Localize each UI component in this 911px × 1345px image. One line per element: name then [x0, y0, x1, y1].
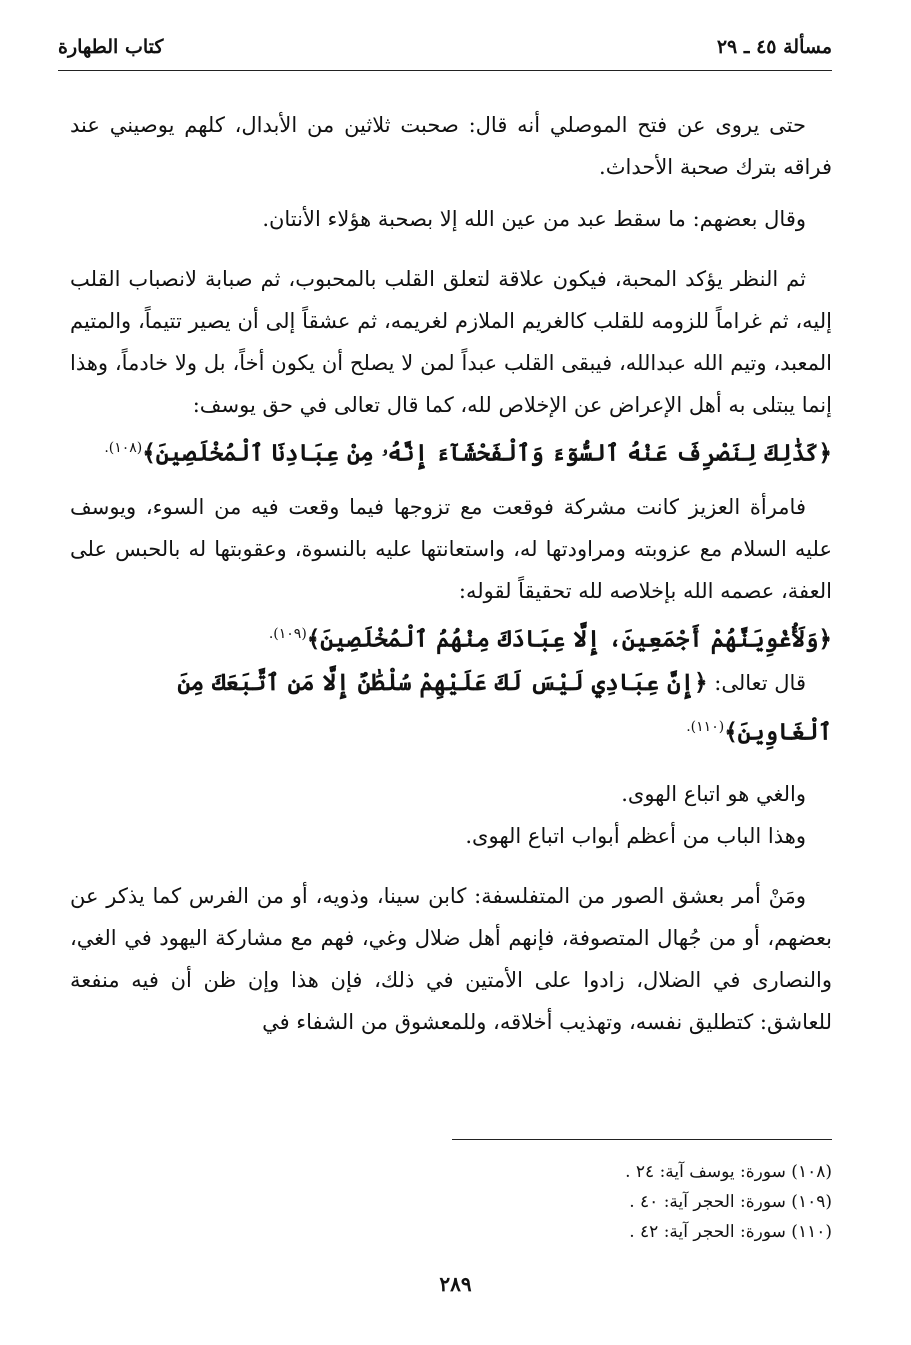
page-number: ٢٨٩: [439, 1272, 472, 1296]
paragraph: وهذا الباب من أعظم أبواب اتباع الهوى.: [465, 823, 806, 848]
paragraph: وقال بعضهم: ما سقط عبد من عين الله إلا بصحبة هؤلاء الأنتان.: [262, 207, 806, 231]
quran-verse: [70, 426, 832, 476]
running-header: [58, 36, 832, 66]
verse-intro: قال تعالى:: [707, 671, 806, 696]
footnotes: [625, 1157, 832, 1247]
verse-footnote-ref: (١١٠).: [686, 719, 725, 736]
paragraph: ومَنْ أمر بعشق الصور من المتفلسفة: كابن سينا، وذويه، أو من الفرس كما يذكر عن بعضهم، أو من جُهال المتصوفة، فإنهم أهل ضلال وغي، فهم مع مشاركة اليهود في الغي، والنصارى في الضلال، زادوا على الأمتين في ذلك، فإن هذا وإن ظن أن فيه منفعة للعاشق: كتطليق نفسه، وتهذيب أخلاقه، وللمعشوق من الشفاء في: [70, 883, 832, 1034]
footnote: (١١٠) سورة: الحجر آية: ٤٢ .: [629, 1222, 832, 1242]
footnote-rule: [452, 1139, 832, 1140]
verse-text: ﴿وَلَأُغْوِيَنَّهُمْ أَجْمَعِينَ، إِلَّا عِبَادَكَ مِنْهُمُ ٱلْمُخْلَصِينَ﴾: [306, 625, 832, 653]
paragraph: والغي هو اتباع الهوى.: [621, 781, 806, 806]
footnote: (١٠٩) سورة: الحجر آية: ٤٠ .: [629, 1192, 832, 1212]
quran-verse: [70, 612, 832, 662]
header-book-title: كتاب الطهارة: [58, 36, 164, 58]
verse-footnote-ref: (١٠٨).: [104, 440, 143, 456]
paragraph: ثم النظر يؤكد المحبة، فيكون علاقة لتعلق القلب بالمحبوب، ثم صبابة لانصباب القلب إليه، ثم غراماً للزومه للقلب كالغريم الملازم لغريمه، ثم عشقاً إلى أن يصير تتيماً، والمتيم المعبد، وتيم الله عبدالله، فيبقى القلب عبداً لمن لا يصلح أن يكون أخاً، بل ولا خادماً، وهذا إنما يبتلى به أهل الإعراض عن الإخلاص لله، كما قال تعالى في حق يوسف:: [70, 267, 832, 417]
main-text: [70, 104, 832, 1043]
verse-text: ﴿إِنَّ عِبَادِي لَيْسَ لَكَ عَلَيْهِمْ سُلْطَٰنٌ إِلَّا مَنِ ٱتَّبَعَكَ مِنَ ٱلْغَاوِينَ﴾: [177, 669, 832, 746]
verse-text: ﴿كَذَٰلِكَ لِنَصْرِفَ عَنْهُ ٱلسُّوٓءَ وَٱلْفَحْشَآءَ إِنَّهُۥ مِنْ عِبَادِنَا ٱلْمُخْلَصِينَ﴾: [142, 439, 832, 467]
footnote: (١٠٨) سورة: يوسف آية: ٢٤ .: [625, 1162, 832, 1182]
paragraph: فامرأة العزيز كانت مشركة فوقعت مع تزوجها فيما وقعت فيه من السوء، ويوسف عليه السلام مع عزوبته ومراودتها له، واستعانتها عليه بالنسوة، وعقوبتها له بالحبس على العفة، عصمه الله بإخلاصه لله تحقيقاً لقوله:: [70, 494, 832, 603]
paragraph: حتى يروى عن فتح الموصلي أنه قال: صحبت ثلاثين من الأبدال، كلهم يوصيني عند فراقه بترك صحبة الأحداث.: [70, 113, 832, 179]
header-rule: [58, 70, 832, 71]
verse-footnote-ref: (١٠٩).: [268, 625, 307, 642]
header-section: مسألة ٤٥ ـ ٢٩: [716, 36, 832, 58]
quran-verse: [70, 661, 832, 755]
